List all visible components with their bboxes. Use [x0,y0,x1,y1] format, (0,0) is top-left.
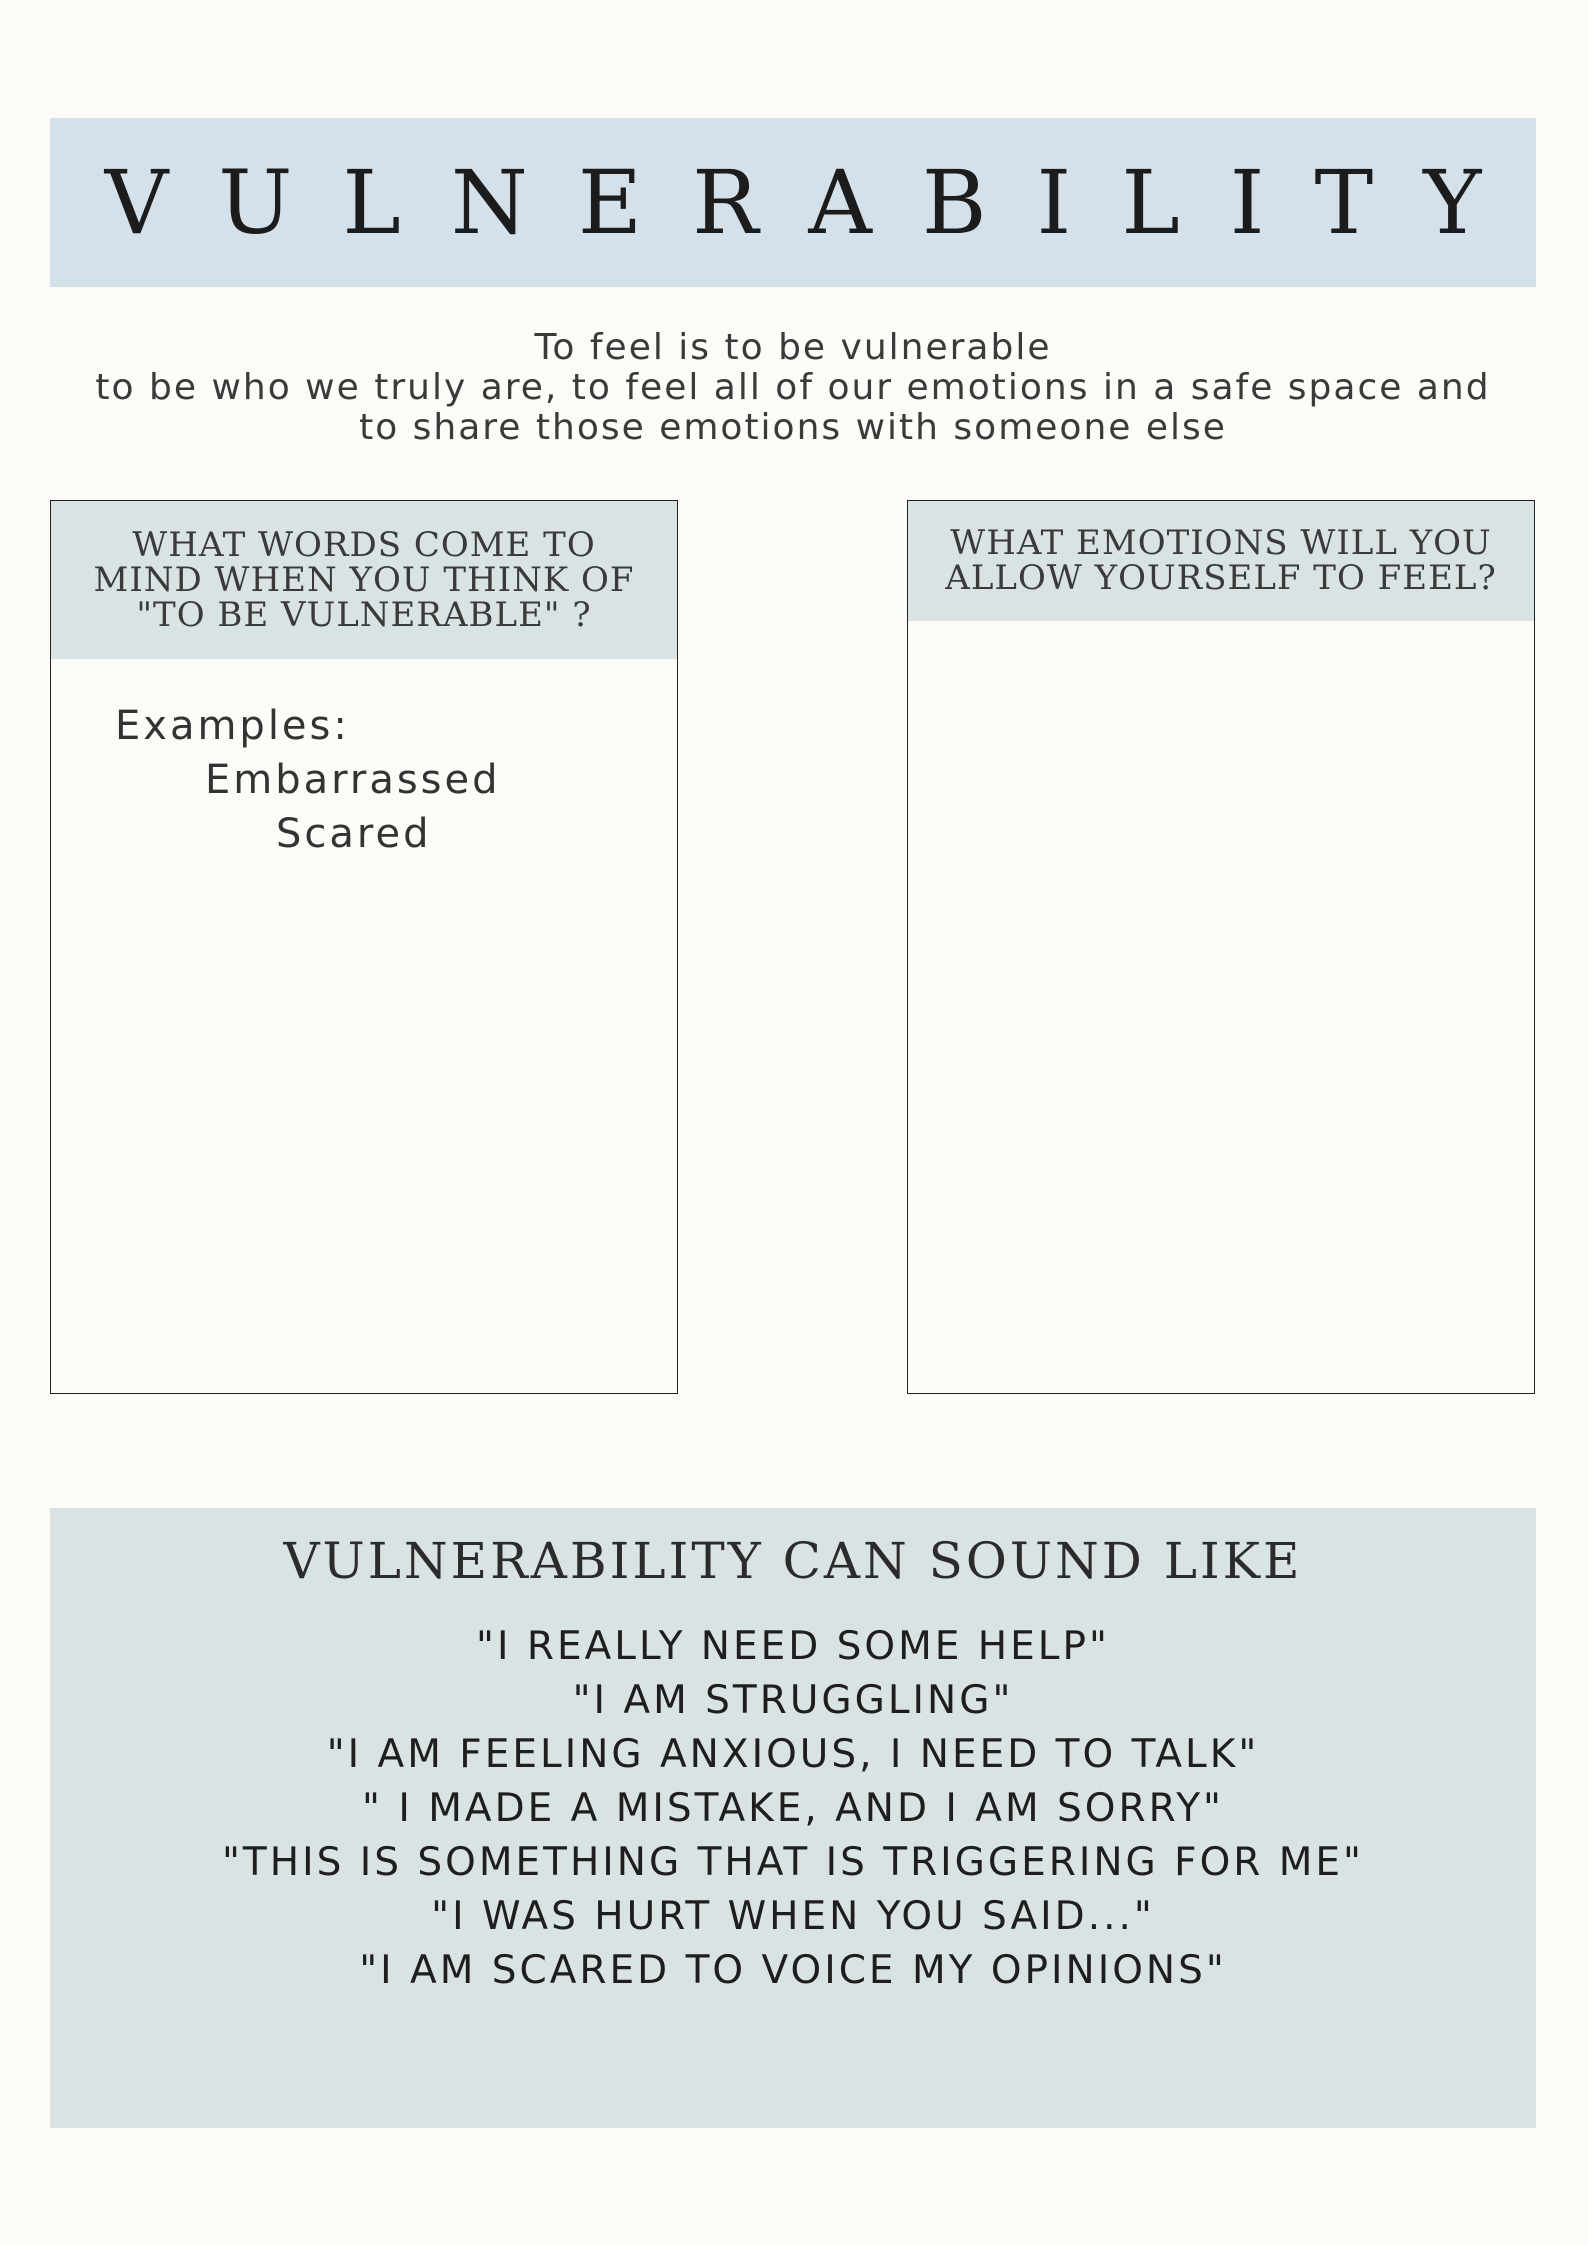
words-header-line-3: "TO BE VULNERABLE" ? [136,594,592,635]
example-item: Embarrassed [205,757,501,803]
sound-like-section [50,1508,1536,2128]
quote-item: "I WAS HURT WHEN YOU SAID..." [431,1894,1155,1939]
subtitle [50,328,1536,448]
quote-item: "I REALLY NEED SOME HELP" [476,1624,1110,1669]
quote-item: "I AM SCARED TO VOICE MY OPINIONS" [359,1948,1227,1993]
title-band [50,118,1536,287]
quote-item: "I AM STRUGGLING" [572,1678,1014,1723]
emotions-box-header [908,501,1534,621]
emotions-header-line-1: WHAT EMOTIONS WILL YOU [950,523,1492,563]
subtitle-line-3: to share those emotions with someone else [359,407,1227,448]
quote-item: " I MADE A MISTAKE, AND I AM SORRY" [362,1786,1224,1831]
emotions-header-line-2: ALLOW YOURSELF TO FEEL? [945,558,1497,598]
words-box [50,500,678,1394]
example-item: Scared [276,811,432,857]
emotions-box [907,500,1535,1394]
sound-like-title: VULNERABILITY CAN SOUND LIKE [283,1532,1303,1590]
words-box-header [51,501,677,659]
quote-item: "I AM FEELING ANXIOUS, I NEED TO TALK" [326,1732,1260,1777]
words-header-line-2: MIND WHEN YOU THINK OF [93,559,635,600]
examples-list [115,699,501,861]
quote-item: "THIS IS SOMETHING THAT IS TRIGGERING FOR ME" [221,1840,1364,1885]
examples-label: Examples: [115,703,350,749]
words-header-line-1: WHAT WORDS COME TO [132,524,596,565]
page-title: VULNERABILITY [104,151,1532,254]
subtitle-line-2: to be who we truly are, to feel all of our emotions in a safe space and [95,367,1491,408]
subtitle-line-1: To feel is to be vulnerable [534,327,1052,368]
quotes-list [50,1620,1536,1998]
